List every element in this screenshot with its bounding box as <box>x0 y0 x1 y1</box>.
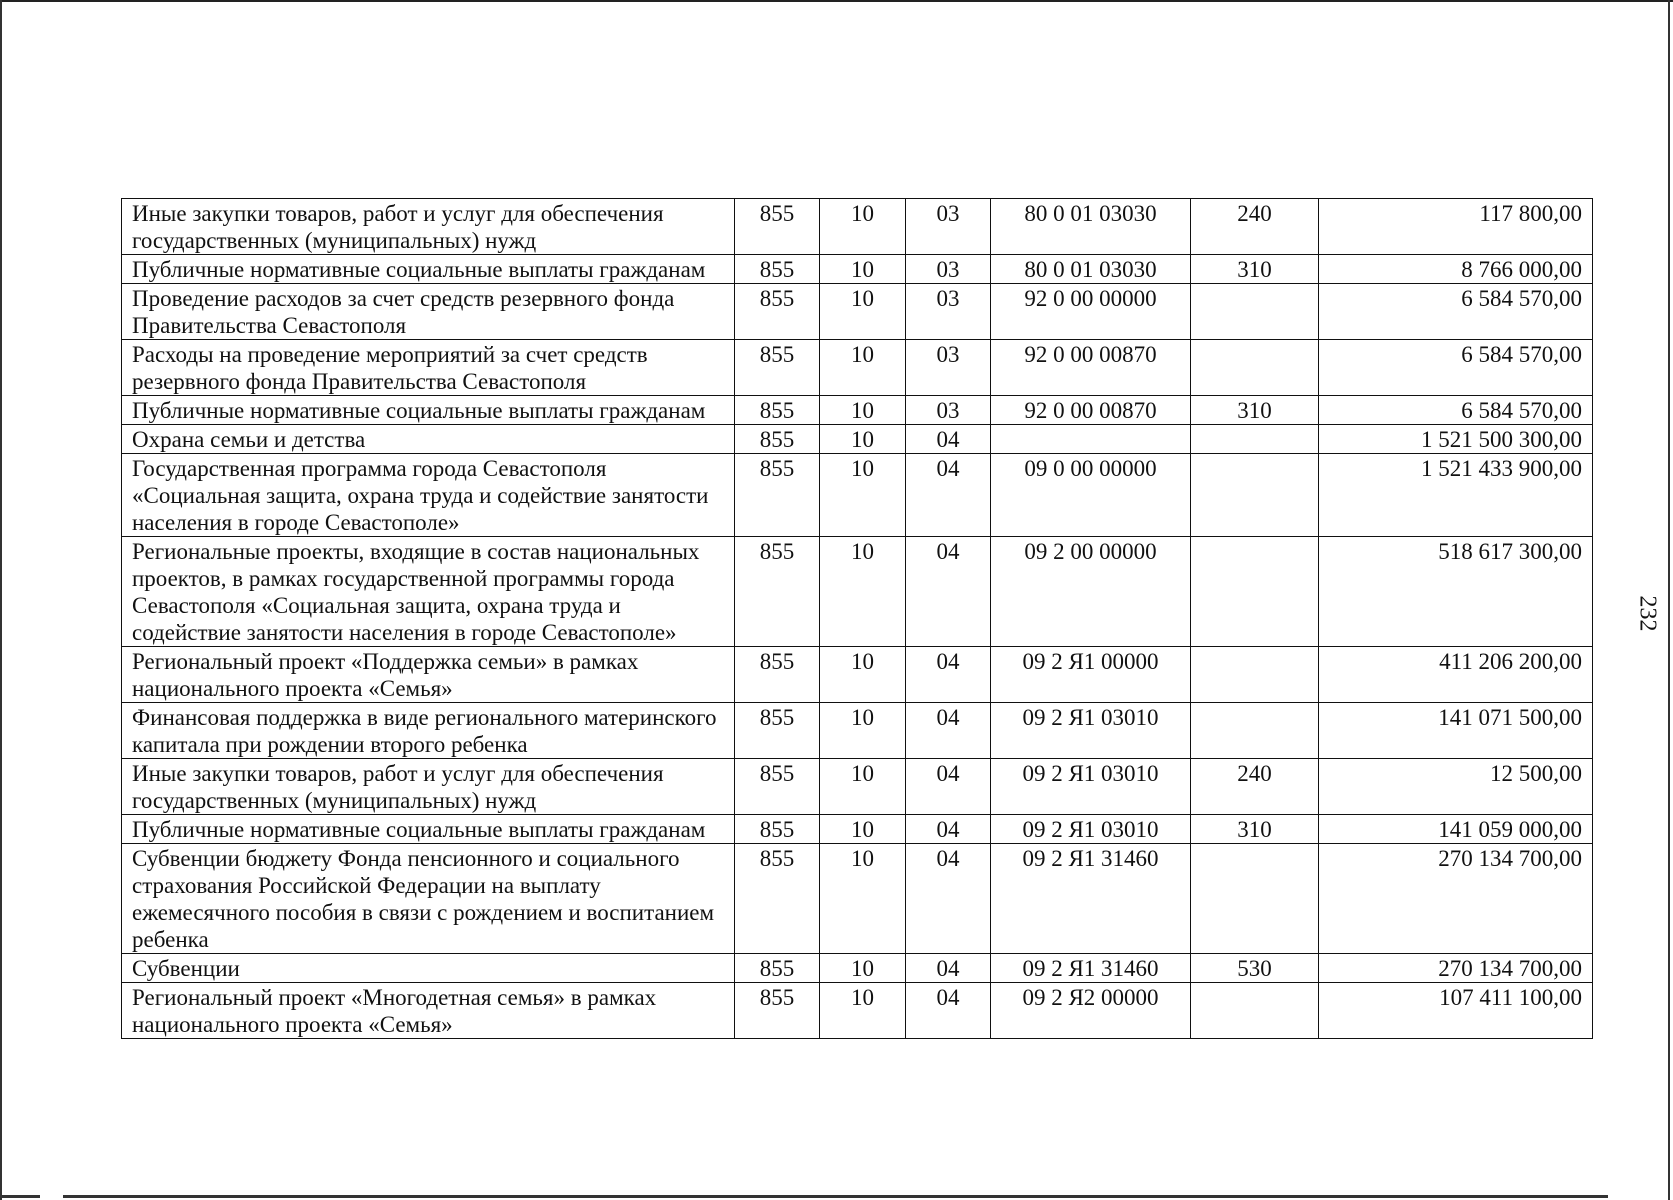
row-name-cell: Иные закупки товаров, работ и услуг для обеспечения государственных (муниципальных) нужд <box>122 199 735 255</box>
row-ved-cell: 855 <box>735 537 820 647</box>
row-subsection-cell: 04 <box>906 647 991 703</box>
row-subsection-cell: 03 <box>906 199 991 255</box>
row-amount-cell: 141 071 500,00 <box>1319 703 1593 759</box>
row-ved-cell: 855 <box>735 983 820 1039</box>
table-row <box>122 199 1593 255</box>
row-expense-type-cell: 310 <box>1191 255 1319 284</box>
scan-border-right <box>1668 0 1670 1200</box>
row-expense-type-cell <box>1191 284 1319 340</box>
row-section-cell: 10 <box>820 284 906 340</box>
row-subsection-cell: 04 <box>906 703 991 759</box>
table-row <box>122 983 1593 1039</box>
row-name-cell: Иные закупки товаров, работ и услуг для обеспечения государственных (муниципальных) нужд <box>122 759 735 815</box>
row-subsection-cell: 03 <box>906 255 991 284</box>
table-row <box>122 396 1593 425</box>
row-amount-cell: 117 800,00 <box>1319 199 1593 255</box>
row-target-article-cell: 09 2 Я1 03010 <box>991 815 1191 844</box>
row-subsection-cell: 04 <box>906 983 991 1039</box>
row-target-article-cell: 09 2 Я1 03010 <box>991 759 1191 815</box>
row-expense-type-cell <box>1191 537 1319 647</box>
scan-border-top <box>0 0 1673 2</box>
row-amount-cell: 518 617 300,00 <box>1319 537 1593 647</box>
row-section-cell: 10 <box>820 844 906 954</box>
row-expense-type-cell: 310 <box>1191 815 1319 844</box>
row-name-cell: Субвенции <box>122 954 735 983</box>
row-name-cell: Региональный проект «Многодетная семья» в рамках национального проекта «Семья» <box>122 983 735 1039</box>
table-row <box>122 284 1593 340</box>
row-target-article-cell <box>991 425 1191 454</box>
table-row <box>122 954 1593 983</box>
row-name-cell: Публичные нормативные социальные выплаты гражданам <box>122 255 735 284</box>
row-section-cell: 10 <box>820 815 906 844</box>
row-amount-cell: 12 500,00 <box>1319 759 1593 815</box>
row-amount-cell: 1 521 433 900,00 <box>1319 454 1593 537</box>
row-amount-cell: 6 584 570,00 <box>1319 284 1593 340</box>
row-section-cell: 10 <box>820 759 906 815</box>
row-section-cell: 10 <box>820 425 906 454</box>
row-expense-type-cell: 240 <box>1191 199 1319 255</box>
row-amount-cell: 141 059 000,00 <box>1319 815 1593 844</box>
row-target-article-cell: 09 0 00 00000 <box>991 454 1191 537</box>
table-row <box>122 454 1593 537</box>
row-section-cell: 10 <box>820 647 906 703</box>
row-section-cell: 10 <box>820 454 906 537</box>
row-target-article-cell: 09 2 Я1 00000 <box>991 647 1191 703</box>
row-amount-cell: 8 766 000,00 <box>1319 255 1593 284</box>
row-target-article-cell: 09 2 Я1 31460 <box>991 844 1191 954</box>
row-name-cell: Региональный проект «Поддержка семьи» в рамках национального проекта «Семья» <box>122 647 735 703</box>
row-expense-type-cell <box>1191 454 1319 537</box>
row-ved-cell: 855 <box>735 759 820 815</box>
row-name-cell: Проведение расходов за счет средств резервного фонда Правительства Севастополя <box>122 284 735 340</box>
row-subsection-cell: 04 <box>906 815 991 844</box>
row-ved-cell: 855 <box>735 340 820 396</box>
row-amount-cell: 270 134 700,00 <box>1319 954 1593 983</box>
row-ved-cell: 855 <box>735 199 820 255</box>
row-target-article-cell: 09 2 00 00000 <box>991 537 1191 647</box>
row-expense-type-cell <box>1191 983 1319 1039</box>
table-row <box>122 537 1593 647</box>
row-expense-type-cell: 240 <box>1191 759 1319 815</box>
row-target-article-cell: 80 0 01 03030 <box>991 199 1191 255</box>
row-ved-cell: 855 <box>735 396 820 425</box>
row-section-cell: 10 <box>820 340 906 396</box>
row-name-cell: Региональные проекты, входящие в состав национальных проектов, в рамках государственной программы города Севастополя «Социальная защита, охрана труда и содействие занятости населения в городе Севастополе» <box>122 537 735 647</box>
row-subsection-cell: 04 <box>906 454 991 537</box>
row-target-article-cell: 92 0 00 00000 <box>991 284 1191 340</box>
row-section-cell: 10 <box>820 703 906 759</box>
row-section-cell: 10 <box>820 954 906 983</box>
table-row <box>122 425 1593 454</box>
row-amount-cell: 6 584 570,00 <box>1319 396 1593 425</box>
row-ved-cell: 855 <box>735 255 820 284</box>
row-name-cell: Расходы на проведение мероприятий за счет средств резервного фонда Правительства Севастополя <box>122 340 735 396</box>
row-subsection-cell: 03 <box>906 284 991 340</box>
budget-table <box>121 198 1593 1039</box>
table-row <box>122 759 1593 815</box>
row-section-cell: 10 <box>820 199 906 255</box>
row-expense-type-cell: 530 <box>1191 954 1319 983</box>
row-amount-cell: 107 411 100,00 <box>1319 983 1593 1039</box>
row-expense-type-cell <box>1191 844 1319 954</box>
row-section-cell: 10 <box>820 255 906 284</box>
row-ved-cell: 855 <box>735 425 820 454</box>
row-ved-cell: 855 <box>735 454 820 537</box>
table-row <box>122 340 1593 396</box>
row-target-article-cell: 80 0 01 03030 <box>991 255 1191 284</box>
row-section-cell: 10 <box>820 983 906 1039</box>
table-row <box>122 703 1593 759</box>
row-target-article-cell: 09 2 Я1 03010 <box>991 703 1191 759</box>
row-subsection-cell: 04 <box>906 537 991 647</box>
row-subsection-cell: 04 <box>906 844 991 954</box>
table-row <box>122 255 1593 284</box>
row-subsection-cell: 04 <box>906 759 991 815</box>
table-row <box>122 844 1593 954</box>
row-name-cell: Финансовая поддержка в виде регионального материнского капитала при рождении второго ребенка <box>122 703 735 759</box>
budget-table-body <box>122 199 1593 1039</box>
page-number: 232 <box>1634 595 1661 632</box>
row-name-cell: Охрана семьи и детства <box>122 425 735 454</box>
row-expense-type-cell <box>1191 647 1319 703</box>
row-subsection-cell: 03 <box>906 396 991 425</box>
table-row <box>122 647 1593 703</box>
row-name-cell: Публичные нормативные социальные выплаты гражданам <box>122 815 735 844</box>
row-amount-cell: 270 134 700,00 <box>1319 844 1593 954</box>
row-expense-type-cell: 310 <box>1191 396 1319 425</box>
row-ved-cell: 855 <box>735 703 820 759</box>
row-ved-cell: 855 <box>735 954 820 983</box>
row-section-cell: 10 <box>820 396 906 425</box>
row-ved-cell: 855 <box>735 647 820 703</box>
scan-border-bottom-left <box>0 1195 40 1198</box>
row-expense-type-cell <box>1191 425 1319 454</box>
row-name-cell: Субвенции бюджету Фонда пенсионного и социального страхования Российской Федерации на выплату ежемесячного пособия в связи с рождением и воспитанием ребенка <box>122 844 735 954</box>
row-section-cell: 10 <box>820 537 906 647</box>
row-subsection-cell: 04 <box>906 954 991 983</box>
row-amount-cell: 6 584 570,00 <box>1319 340 1593 396</box>
row-amount-cell: 411 206 200,00 <box>1319 647 1593 703</box>
row-amount-cell: 1 521 500 300,00 <box>1319 425 1593 454</box>
row-target-article-cell: 92 0 00 00870 <box>991 340 1191 396</box>
row-expense-type-cell <box>1191 340 1319 396</box>
row-subsection-cell: 03 <box>906 340 991 396</box>
row-ved-cell: 855 <box>735 844 820 954</box>
row-ved-cell: 855 <box>735 284 820 340</box>
row-expense-type-cell <box>1191 703 1319 759</box>
row-target-article-cell: 09 2 Я2 00000 <box>991 983 1191 1039</box>
table-row <box>122 815 1593 844</box>
row-target-article-cell: 09 2 Я1 31460 <box>991 954 1191 983</box>
row-target-article-cell: 92 0 00 00870 <box>991 396 1191 425</box>
row-name-cell: Публичные нормативные социальные выплаты гражданам <box>122 396 735 425</box>
row-ved-cell: 855 <box>735 815 820 844</box>
row-subsection-cell: 04 <box>906 425 991 454</box>
scan-border-left <box>0 0 2 1200</box>
row-name-cell: Государственная программа города Севастополя «Социальная защита, охрана труда и содействие занятости населения в городе Севастополе» <box>122 454 735 537</box>
scan-border-bottom <box>63 1195 1608 1198</box>
